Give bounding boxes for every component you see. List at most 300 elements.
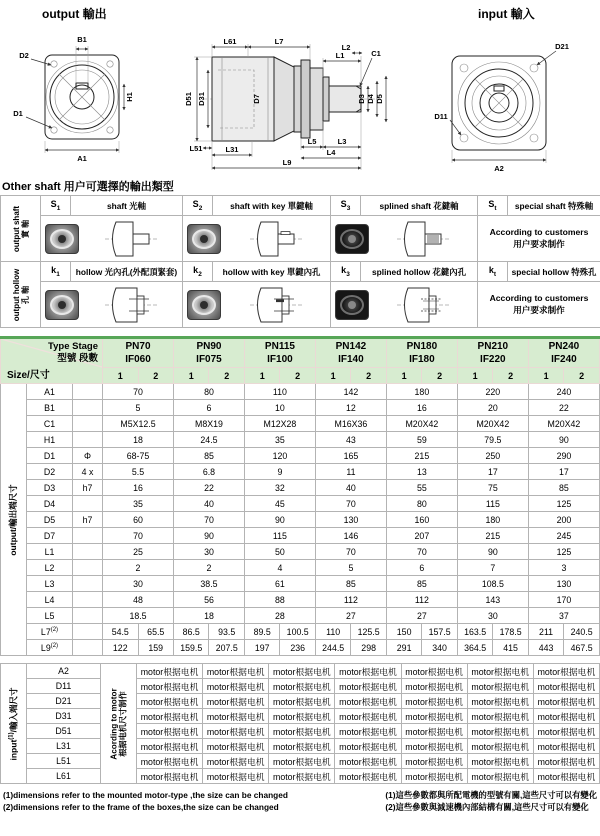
value-cell: 85 [173,448,244,464]
value-cell: M20X42 [457,416,528,432]
dim-label-d4: D4 [366,94,375,104]
motor-value-cell: motor根据电机 [335,724,401,739]
header-row-models [1,338,600,368]
value-cell: 415 [493,640,528,656]
value-cell: 30 [173,544,244,560]
shaft-type-header-row [1,262,600,282]
qualifier-cell: h7 [73,512,103,528]
value-cell: 18.5 [103,608,174,624]
table-row [1,754,600,769]
model-header: PN70 IF060 [103,338,174,368]
shaft-drawing [221,285,330,325]
qualifier-cell [73,608,103,624]
table-row [1,544,600,560]
value-cell: 35 [244,432,315,448]
value-cell: 54.5 [103,624,138,640]
value-cell: 110 [244,384,315,400]
input-drawing-title: input 輸入 [478,7,535,21]
shaft-type-code: $S_2$ [183,196,213,216]
value-cell: 220 [457,384,528,400]
motor-value-cell: motor根据电机 [467,664,533,679]
value-cell: 364.5 [457,640,492,656]
dim-label-l7: L7 [274,37,284,46]
value-cell: 90 [457,544,528,560]
footnote-en-1: (1)dimensions refer to the mounted motor-type ,the size can be changed [3,790,288,800]
value-cell: 120 [244,448,315,464]
param-cell: D1 [27,448,73,464]
footnote-en-2: (2)dimensions refer to the frame of the boxes,the size can be changed [3,802,279,813]
table-row [1,464,600,480]
value-cell: 22 [528,400,599,416]
size-label: Size/尺寸 [7,370,50,381]
table-row [1,592,600,608]
dim-label-a1: A1 [77,154,87,163]
motor-value-cell: motor根据电机 [203,739,269,754]
dim-label-l51: L51 [189,144,203,153]
value-cell: 30 [103,576,174,592]
footnotes-zh [385,789,597,814]
value-cell: 467.5 [564,640,600,656]
shaft-type-name: shaft 光軸 [71,196,183,216]
value-cell: 59 [386,432,457,448]
value-cell: 112 [315,592,386,608]
value-cell: 40 [315,480,386,496]
technical-drawings [0,0,600,176]
value-cell: 13 [386,464,457,480]
motor-value-cell: motor根据电机 [401,724,467,739]
value-cell: 290 [528,448,599,464]
model-header: PN115 IF100 [244,338,315,368]
value-cell: 48 [103,592,174,608]
value-cell: 6 [386,560,457,576]
shaft-type-code: $S_1$ [41,196,71,216]
dim-label-l5: L5 [307,137,317,146]
shaft-type-code: $k_3$ [331,262,361,282]
value-cell: 60 [103,512,174,528]
value-cell: 2 [103,560,174,576]
value-cell: 16 [103,480,174,496]
motor-note-cell: Acording to motor 根据电机尺寸制作 [101,664,137,784]
dim-label-l9: L9 [282,158,292,167]
value-cell: M16X36 [315,416,386,432]
flange-photo [335,224,369,254]
param-cell: A1 [27,384,73,400]
stage-header: 2 [280,368,315,384]
motor-value-cell: motor根据电机 [269,694,335,709]
shaft-type-name: shaft with key 單鍵軸 [213,196,331,216]
shaft-drawing-svg [248,285,304,325]
value-cell: 90 [528,432,599,448]
table-row [1,432,600,448]
value-cell: 75 [457,480,528,496]
qualifier-cell [73,432,103,448]
value-cell: 22 [173,480,244,496]
model-header: PN90 IF075 [173,338,244,368]
stage-header: 2 [493,368,528,384]
table-row [1,624,600,640]
value-cell: 115 [244,528,315,544]
value-cell: M20X42 [386,416,457,432]
table-row [1,560,600,576]
value-cell: 70 [315,496,386,512]
model-header: PN180 IF180 [386,338,457,368]
qualifier-cell [73,544,103,560]
param-cell: A2 [27,664,101,679]
shaft-illustration [331,216,478,262]
dim-label-d2: D2 [19,51,29,60]
qualifier-cell [73,528,103,544]
value-cell: 38.5 [173,576,244,592]
qualifier-cell [73,640,103,656]
param-cell: L1 [27,544,73,560]
table-row [1,769,600,784]
value-cell: 170 [528,592,599,608]
value-cell: 240.5 [564,624,600,640]
qualifier-cell [73,416,103,432]
shaft-type-name: special shaft 特殊軸 [508,196,600,216]
motor-value-cell: motor根据电机 [269,724,335,739]
value-cell: 340 [422,640,457,656]
param-cell: D31 [27,709,101,724]
value-cell: 291 [386,640,421,656]
dim-label-d11: D11 [434,112,448,121]
shaft-illustration [183,282,331,328]
value-cell: 86.5 [173,624,208,640]
motor-value-cell: motor根据电机 [203,769,269,784]
model-header: PN210 IF220 [457,338,528,368]
param-cell: L9$^{(2)}$ [27,640,73,656]
value-cell: 443 [528,640,563,656]
shaft-type-code: $S_t$ [478,196,508,216]
value-cell: 125 [528,496,599,512]
motor-value-cell: motor根据电机 [269,709,335,724]
value-cell: 6.8 [173,464,244,480]
motor-value-cell: motor根据电机 [137,754,203,769]
param-cell: H1 [27,432,73,448]
param-cell: D51 [27,724,101,739]
table-row [1,400,600,416]
shaft-drawing-svg [248,219,304,259]
qualifier-cell [73,384,103,400]
table-row [1,640,600,656]
value-cell: 211 [528,624,563,640]
motor-value-cell: motor根据电机 [533,739,599,754]
qualifier-cell: h7 [73,480,103,496]
motor-value-cell: motor根据电机 [269,679,335,694]
main-table-head [1,338,600,384]
value-cell: 180 [457,512,528,528]
table-row [1,664,600,679]
value-cell: 10 [244,400,315,416]
param-cell: B1 [27,400,73,416]
table-row [1,448,600,464]
other-shaft-body [1,196,600,328]
param-cell: L7$^{(2)}$ [27,624,73,640]
other-shaft-title: Other shaft 用户可選擇的輸出類型 [2,181,174,193]
stage-header: 2 [422,368,457,384]
shaft-illustration [41,216,183,262]
footnotes [0,789,600,814]
value-cell: 207 [386,528,457,544]
value-cell: 142 [315,384,386,400]
input-section-label: input$^{(1)}$/輸入端尺寸 [1,664,27,784]
value-cell: 130 [528,576,599,592]
value-cell: 150 [386,624,421,640]
shaft-type-name: hollow 光內孔(外配頂緊套) [71,262,183,282]
footnote-zh-1: (1)這些參數都與所配電機的型號有關,這些尺寸可以有變化 [385,790,597,800]
table-row [1,739,600,754]
value-cell: 236 [280,640,315,656]
custom-note: According to customers 用户要求制作 [478,216,600,262]
dim-label-d21: D21 [555,42,569,51]
value-cell: 30 [457,608,528,624]
param-cell: L31 [27,739,101,754]
value-cell: 159 [138,640,173,656]
motor-value-cell: motor根据电机 [269,754,335,769]
input-table-body [1,664,600,784]
corner-cell [1,338,103,384]
value-cell: 65.5 [138,624,173,640]
shaft-illustration [183,216,331,262]
value-cell: 125 [528,544,599,560]
value-cell: 37 [528,608,599,624]
param-cell: D21 [27,694,101,709]
value-cell: 70 [386,544,457,560]
param-cell: D3 [27,480,73,496]
dim-label-l3: L3 [337,137,347,146]
value-cell: 17 [528,464,599,480]
param-cell: D4 [27,496,73,512]
value-cell: 55 [386,480,457,496]
value-cell: 298 [351,640,386,656]
value-cell: 18 [173,608,244,624]
value-cell: 56 [173,592,244,608]
param-cell: L5 [27,608,73,624]
value-cell: 28 [244,608,315,624]
motor-value-cell: motor根据电机 [533,664,599,679]
shaft-group-label: output hollow 孔 軸 [1,262,41,328]
shaft-type-code: $k_1$ [41,262,71,282]
param-cell: D5 [27,512,73,528]
motor-value-cell: motor根据电机 [335,769,401,784]
qualifier-cell [73,592,103,608]
value-cell: 207.5 [209,640,244,656]
value-cell: 146 [315,528,386,544]
motor-value-cell: motor根据电机 [203,724,269,739]
value-cell: 160 [386,512,457,528]
dim-label-l61: L61 [223,37,237,46]
stage-header: 1 [386,368,421,384]
dim-label-l31: L31 [225,145,239,154]
value-cell: 70 [315,544,386,560]
table-row [1,496,600,512]
value-cell: 180 [386,384,457,400]
value-cell: 25 [103,544,174,560]
value-cell: 159.5 [173,640,208,656]
shaft-drawing [221,219,330,259]
side-view [184,37,386,170]
value-cell: 112 [386,592,457,608]
value-cell: 115 [457,496,528,512]
value-cell: 45 [244,496,315,512]
value-cell: 5 [103,400,174,416]
motor-value-cell: motor根据电机 [401,664,467,679]
motor-value-cell: motor根据电机 [335,739,401,754]
motor-value-cell: motor根据电机 [335,679,401,694]
motor-value-cell: motor根据电机 [203,709,269,724]
value-cell: 165 [315,448,386,464]
dim-label-d7: D7 [252,94,261,104]
shaft-drawing-svg [395,219,451,259]
value-cell: 5.5 [103,464,174,480]
motor-value-cell: motor根据电机 [137,664,203,679]
dim-label-b1: B1 [77,35,87,44]
value-cell: 27 [386,608,457,624]
stage-header: 1 [173,368,208,384]
output-drawing-title: output 輸出 [42,7,107,21]
motor-value-cell: motor根据电机 [401,694,467,709]
dim-label-l2: L2 [341,43,351,52]
motor-value-cell: motor根据电机 [335,754,401,769]
value-cell: 50 [244,544,315,560]
motor-value-cell: motor根据电机 [401,679,467,694]
motor-value-cell: motor根据电机 [533,679,599,694]
motor-value-cell: motor根据电机 [137,694,203,709]
value-cell: 32 [244,480,315,496]
motor-value-cell: motor根据电机 [137,679,203,694]
qualifier-cell: Φ [73,448,103,464]
stage-header: 2 [138,368,173,384]
value-cell: 88 [244,592,315,608]
value-cell: M8X19 [173,416,244,432]
table-row [1,709,600,724]
motor-value-cell: motor根据电机 [533,724,599,739]
stage-header: 2 [351,368,386,384]
output-front-view [13,35,134,163]
model-header: PN240 IF240 [528,338,599,368]
motor-value-cell: motor根据电机 [335,694,401,709]
table-row [1,608,600,624]
value-cell: 70 [103,528,174,544]
dim-label-h1: H1 [125,92,134,102]
qualifier-cell [73,400,103,416]
table-row [1,576,600,592]
value-cell: 70 [173,512,244,528]
output-section-label: output/輸出端尺寸 [1,384,27,656]
param-cell: D2 [27,464,73,480]
dim-label-d3: D3 [357,94,366,104]
table-row [1,512,600,528]
value-cell: 5 [315,560,386,576]
dim-label-a2: A2 [494,164,504,173]
dim-label-d51: D51 [184,92,193,106]
input-dimension-table [0,663,600,784]
dim-label-l4: L4 [326,148,336,157]
param-cell: L2 [27,560,73,576]
value-cell: 215 [386,448,457,464]
value-cell: 244.5 [315,640,350,656]
param-cell: D11 [27,679,101,694]
stage-header: 1 [457,368,492,384]
flange-photo [45,290,79,320]
shaft-type-code: $S_3$ [331,196,361,216]
shaft-drawing [369,219,477,259]
shaft-illustration [41,282,183,328]
motor-value-cell: motor根据电机 [533,754,599,769]
motor-value-cell: motor根据电机 [533,709,599,724]
stage-header: 1 [528,368,563,384]
custom-note: According to customers 用户要求制作 [478,282,600,328]
value-cell: 40 [173,496,244,512]
value-cell: 16 [386,400,457,416]
motor-value-cell: motor根据电机 [467,694,533,709]
dim-label-d31: D31 [197,92,206,106]
gearbox-drawings-svg [0,0,600,176]
value-cell: 100.5 [280,624,315,640]
value-cell: 17 [457,464,528,480]
motor-value-cell: motor根据电机 [137,709,203,724]
motor-value-cell: motor根据电机 [203,694,269,709]
value-cell: 4 [244,560,315,576]
dim-label-d1: D1 [13,109,23,118]
stage-header: 1 [315,368,350,384]
table-row [1,416,600,432]
value-cell: 93.5 [209,624,244,640]
value-cell: 3 [528,560,599,576]
motor-value-cell: motor根据电机 [335,664,401,679]
value-cell: 90 [244,512,315,528]
stage-header: 1 [103,368,138,384]
flange-photo [187,290,221,320]
table-row [1,724,600,739]
motor-value-cell: motor根据电机 [401,769,467,784]
motor-value-cell: motor根据电机 [467,754,533,769]
value-cell: 90 [173,528,244,544]
param-cell: C1 [27,416,73,432]
shaft-type-name: special hollow 特殊孔 [508,262,600,282]
motor-value-cell: motor根据电机 [137,769,203,784]
shaft-type-name: splined shaft 花鍵軸 [361,196,478,216]
motor-value-cell: motor根据电机 [137,739,203,754]
value-cell: 9 [244,464,315,480]
param-cell: L3 [27,576,73,592]
table-row [1,528,600,544]
value-cell: 215 [457,528,528,544]
motor-value-cell: motor根据电机 [203,664,269,679]
value-cell: 89.5 [244,624,279,640]
main-dimension-table [0,336,600,656]
value-cell: 157.5 [422,624,457,640]
value-cell: 35 [103,496,174,512]
param-cell: L61 [27,769,101,784]
table-row [1,679,600,694]
value-cell: 11 [315,464,386,480]
table-row [1,480,600,496]
value-cell: 18 [103,432,174,448]
motor-value-cell: motor根据电机 [467,679,533,694]
value-cell: 85 [386,576,457,592]
value-cell: 85 [528,480,599,496]
shaft-illustration-row [1,282,600,328]
value-cell: 43 [315,432,386,448]
value-cell: M20X42 [528,416,599,432]
dim-label-c1: C1 [371,49,381,58]
model-header: PN142 IF140 [315,338,386,368]
value-cell: 24.5 [173,432,244,448]
value-cell: M5X12.5 [103,416,174,432]
dim-label-d5: D5 [375,94,384,104]
table-row [1,694,600,709]
